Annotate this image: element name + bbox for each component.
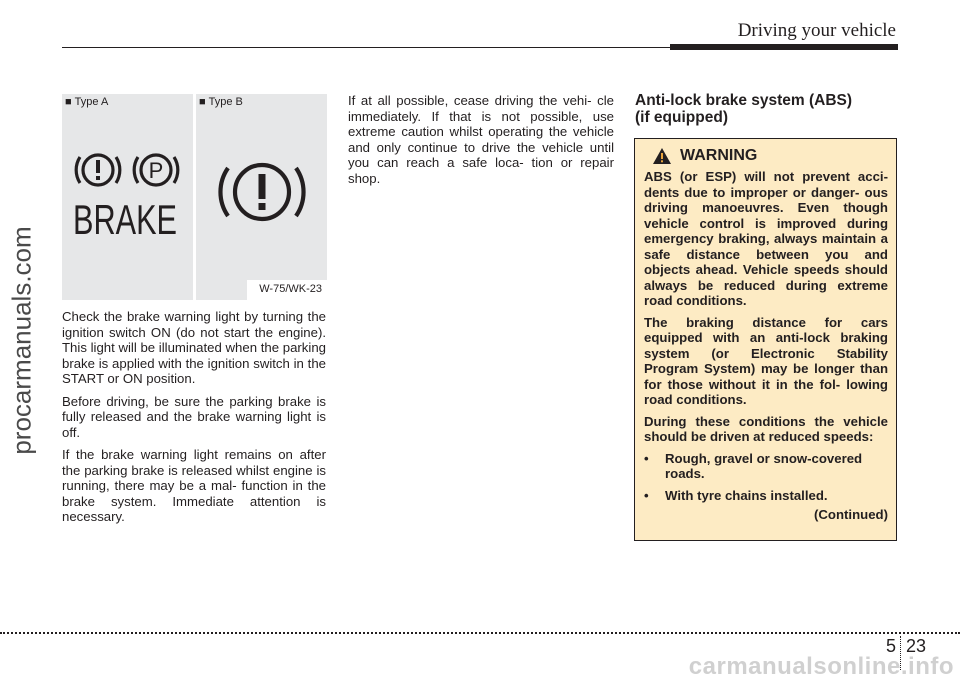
list-item-text: With tyre chains installed. [665,487,828,503]
section-number: 5 [886,636,897,656]
warning-paragraph: During these conditions the vehicle should be driven at reduced speeds: [644,413,888,444]
figure-code: W-75/WK-23 [256,282,325,296]
warning-bullet-list [644,451,888,504]
warning-text [644,169,888,523]
square-bullet-icon: ■ [65,96,72,108]
paragraph: Check the brake warning light by turning the ignition switch ON (do not start the engine). This light will be illuminated when the parking brake is applied with the ignition switch in the START or ON position. [62,309,326,386]
list-item [644,451,888,482]
bullet-icon: • [644,487,649,503]
paragraph: If at all possible, cease driving the vehi- cle immediately. If that is not possible, use extreme caution whilst operating the vehicle and only continue to drive the vehicle until you can reach a safe loca- tion or repair shop. [348,93,614,186]
type-a-label [65,96,108,108]
paragraph: Before driving, be sure the parking brake is fully released and the brake warning light is off. [62,393,326,440]
type-b-label [199,96,243,108]
page-header-title: Driving your vehicle [737,20,896,41]
heading-line-2: (if equipped) [635,109,728,126]
brake-warning-figure [62,94,327,300]
page-number: 23 [906,636,927,656]
warning-paragraph: The braking distance for cars equipped with an anti-lock braking system (or Electronic Stability Program System) may be longer than for those without it in the fol- lowing road conditions. [644,314,888,407]
abs-section-heading [635,92,897,126]
bottom-watermark-text: carmanualsonline.info [688,653,954,680]
square-bullet-icon: ■ [199,96,206,108]
header-rule-bar [670,44,898,50]
list-item-text: Rough, gravel or snow-covered roads. [665,450,863,481]
brake-word: BRAKE [73,196,177,243]
warning-box [634,138,897,541]
paragraph: If the brake warning light remains on after the parking brake is released whilst engine is running, there may be a mal- function in the brake system. Immediate attention is necessary. [62,447,326,524]
warning-triangle-icon [652,147,672,165]
column-1-text [62,309,326,532]
side-watermark [0,160,44,520]
parking-p-letter: P [148,158,164,183]
footer-rule [0,632,960,634]
column-2-text [348,93,614,193]
continued-label: (Continued) [814,507,888,522]
heading-line-1: Anti-lock brake system (ABS) [635,92,853,109]
list-item [644,488,888,504]
figure-panel-type-b [196,94,327,300]
brake-warning-type-a-icon [70,146,188,246]
type-b-label-text: Type B [208,96,243,108]
warning-title-text: WARNING [680,147,758,164]
bottom-watermark [0,653,960,680]
bullet-icon: • [644,450,649,466]
header-rule [62,47,672,48]
side-watermark-text: procarmanuals.com [6,225,37,455]
type-a-label-text: Type A [74,96,109,108]
figure-panel-type-a [62,94,193,300]
brake-warning-type-b-icon [220,154,304,230]
warning-title [644,147,888,165]
warning-paragraph: ABS (or ESP) will not prevent acci- dents due to improper or danger- ous driving manoeuvres. Even though vehicle control is improved during emergency braking, always maintain a safe distance between you and objects ahead. Vehicle speeds should always be reduced during extreme road conditions. [644,169,888,308]
